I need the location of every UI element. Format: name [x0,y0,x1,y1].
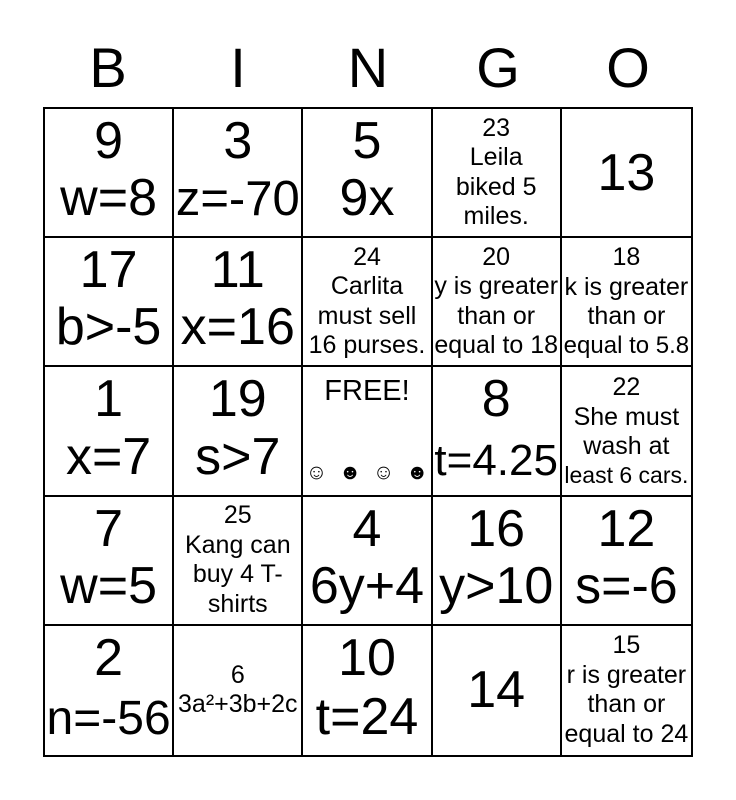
cell-text: x=7 [65,427,152,486]
header-letter-o: O [606,36,650,99]
header-letter-i: I [230,36,246,99]
cell-number: 2 [94,628,124,687]
cell-number: 4 [352,499,382,558]
bingo-cell-r1c4[interactable] [433,109,562,238]
cell-number: 8 [481,370,511,429]
bingo-header [43,36,693,99]
cell-text: s>7 [195,427,281,486]
cell-text: 6 [230,660,245,689]
bingo-cell-r3c3-free-space[interactable] [303,367,432,496]
cell-text: must sell [317,301,417,330]
cell-text: than or [587,690,666,719]
cell-text: 15 [612,631,641,660]
header-letter-g: G [476,36,520,99]
bingo-grid [43,107,693,757]
cell-text: 20 [482,242,511,271]
bingo-cell-r5c3[interactable] [303,626,432,755]
cell-number: 5 [352,112,382,170]
cell-text: Kang can [184,530,291,559]
bingo-cell-r1c2[interactable] [174,109,303,238]
cell-text: equal to 18 [434,331,559,360]
cell-number: 3 [223,112,253,170]
free-label: FREE! [324,375,410,408]
bingo-cell-r2c2[interactable] [174,238,303,367]
header-letter-n: N [347,36,389,99]
cell-text: t=4.25 [434,435,558,485]
cell-text: x=16 [180,298,295,357]
cell-text: t=24 [315,687,419,746]
cell-text: buy 4 T- [192,560,283,589]
cell-text: w=5 [60,556,158,615]
cell-text: y is greater [434,272,559,301]
bingo-cell-r2c1[interactable] [45,238,174,367]
cell-text: 13 [597,143,656,202]
smiley-faces-icon: ☺ ☻ ☺ ☻ [305,460,429,484]
bingo-cell-r5c1[interactable] [45,626,174,755]
cell-text: equal to 24 [564,719,689,748]
cell-text: 23 [482,113,511,142]
bingo-cell-r4c4[interactable] [433,497,562,626]
bingo-cell-r3c5[interactable] [562,367,691,496]
cell-number: 9 [94,112,124,170]
bingo-cell-r5c2[interactable] [174,626,303,755]
bingo-cell-r1c3[interactable] [303,109,432,238]
bingo-cell-r1c1[interactable] [45,109,174,238]
cell-text: than or [587,302,666,331]
cell-text: s=-6 [575,556,678,615]
bingo-cell-r4c5[interactable] [562,497,691,626]
bingo-cell-r3c4[interactable] [433,367,562,496]
bingo-cell-r4c1[interactable] [45,497,174,626]
cell-text: 3a²+3b+2c [178,690,298,719]
bingo-cell-r5c4[interactable] [433,626,562,755]
bingo-cell-r2c5[interactable] [562,238,691,367]
cell-text: w=8 [60,169,158,228]
cell-text: 6y+4 [309,556,425,615]
bingo-cell-r4c2[interactable] [174,497,303,626]
cell-text: equal to 5.8 [563,331,690,359]
bingo-cell-r2c4[interactable] [433,238,562,367]
cell-text: z=-70 [175,172,300,227]
cell-text: shirts [207,589,268,618]
cell-number: 11 [210,241,265,300]
bingo-cell-r1c5[interactable] [562,109,691,238]
cell-number: 16 [467,499,526,558]
bingo-cell-r2c3[interactable] [303,238,432,367]
cell-text: Leila [469,143,523,172]
cell-text: than or [457,301,536,330]
cell-number: 10 [338,628,396,687]
cell-text: least 6 cars. [564,461,689,488]
cell-text: 16 purses. [308,331,426,360]
cell-text: 9x [339,169,395,228]
cell-text: 18 [612,243,641,272]
cell-text: r is greater [566,660,687,689]
bingo-cell-r3c1[interactable] [45,367,174,496]
cell-text: 22 [612,373,641,402]
cell-text: b>-5 [55,298,162,357]
bingo-cell-r5c5[interactable] [562,626,691,755]
bingo-cell-r3c2[interactable] [174,367,303,496]
cell-text: k is greater [564,272,689,301]
cell-text: 14 [467,661,526,720]
cell-text: 25 [223,501,252,530]
cell-number: 7 [94,499,124,558]
cell-number: 12 [597,499,656,558]
cell-text: 24 [353,242,381,271]
cell-text: Carlita [330,272,404,301]
bingo-cell-r4c3[interactable] [303,497,432,626]
cell-text: miles. [463,202,529,231]
cell-text: She must [573,402,680,431]
cell-text: wash at [583,432,670,461]
cell-text: y>10 [439,556,554,615]
cell-number: 19 [208,370,267,429]
header-letter-b: B [89,36,127,99]
cell-text: n=-56 [46,691,171,745]
cell-text: biked 5 [455,172,537,201]
cell-number: 17 [79,241,138,300]
cell-number: 1 [94,370,124,429]
